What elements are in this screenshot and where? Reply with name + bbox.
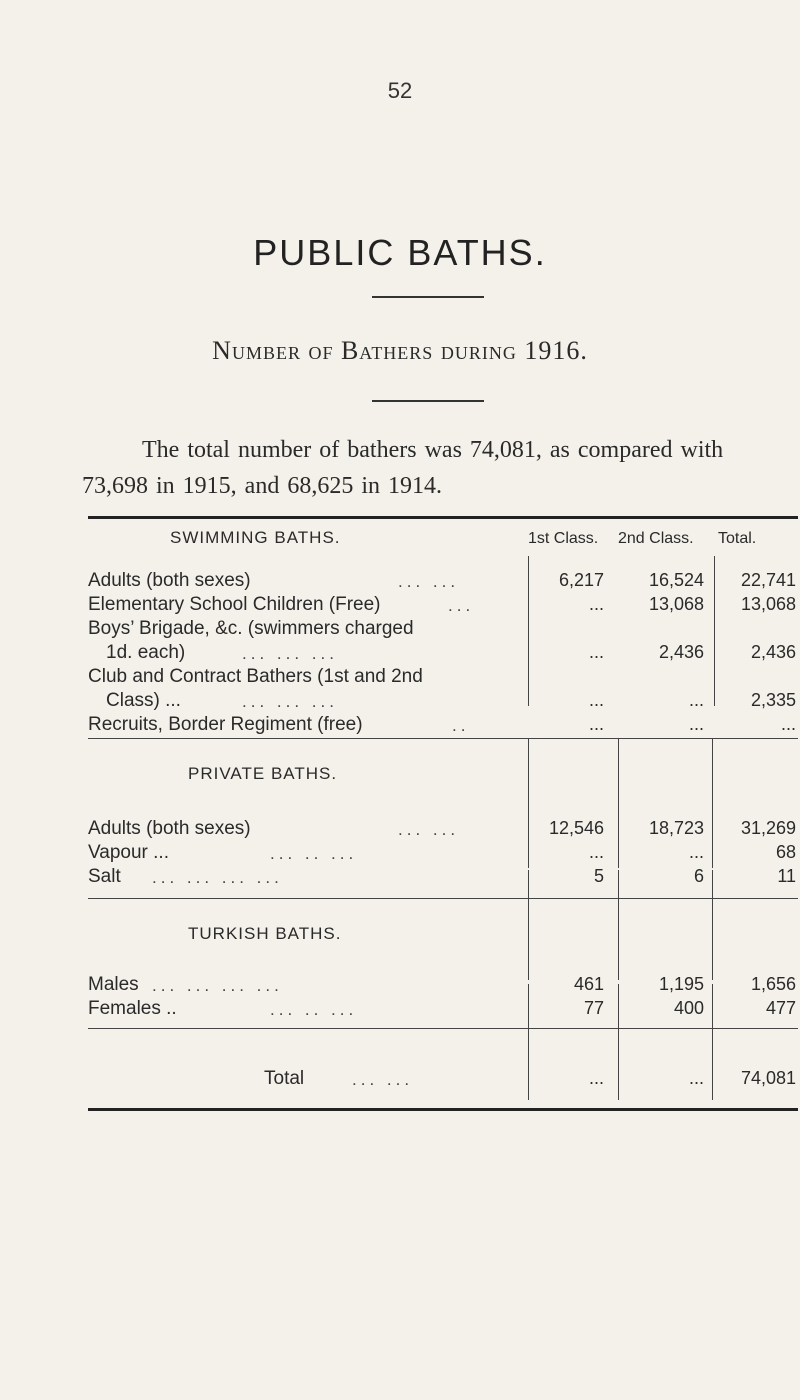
private-heading: PRIVATE BATHS.: [188, 764, 338, 783]
col-line: [528, 1040, 529, 1100]
section-divider: [88, 898, 798, 899]
swimming-heading: SWIMMING BATHS.: [170, 528, 341, 547]
page-title: PUBLIC BATHS.: [253, 232, 547, 273]
table-top-rule: [88, 516, 798, 519]
col-line: [618, 1040, 619, 1100]
header-first-class: 1st Class.: [528, 530, 599, 547]
header-total: Total.: [718, 530, 757, 547]
total-label: Total: [264, 1068, 305, 1089]
col-line: [712, 1040, 713, 1100]
title-rule: [372, 296, 484, 298]
section-subtitle: Number of Bathers during 1916.: [212, 336, 588, 365]
turkish-heading: TURKISH BATHS.: [188, 924, 342, 943]
section-divider: [88, 1028, 798, 1029]
intro-paragraph: The total number of bathers was 74,081, as compared with 73,698 in 1915, and 68,625 in 1914.: [82, 437, 724, 499]
header-second-class: 2nd Class.: [618, 530, 694, 547]
page-number: 52: [387, 78, 413, 103]
table-bottom-rule: [88, 1108, 798, 1111]
subtitle-rule: [372, 400, 484, 402]
section-divider: [88, 738, 798, 739]
